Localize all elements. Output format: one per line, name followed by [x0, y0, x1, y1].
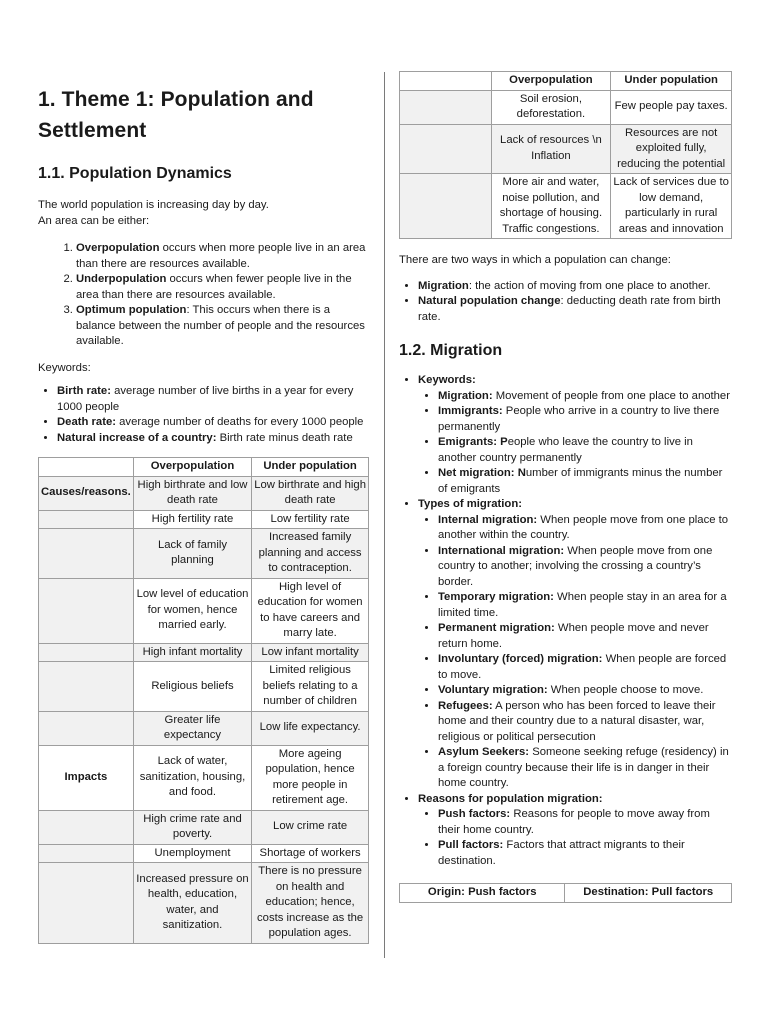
table-cell: Low infant mortality: [252, 643, 369, 662]
table-cell: High level of education for women to have careers and marry late.: [252, 578, 369, 643]
definition: When people choose to move.: [547, 684, 704, 696]
definition: Someone seeking refuge (residency) in a foreign country because their life is in danger in their home country.: [438, 746, 729, 789]
table-header: Origin: Push factors: [400, 884, 565, 903]
table-cell: Lack of resources \n Inflation: [491, 124, 611, 174]
term: Voluntary migration:: [438, 684, 548, 696]
population-comparison-table: [38, 457, 369, 944]
list-item: [76, 303, 368, 350]
list-item: [418, 792, 732, 870]
table-cell-empty: [39, 844, 134, 863]
table-cell: High infant mortality: [133, 643, 251, 662]
table-cell-empty: [39, 711, 134, 745]
list-item: [438, 807, 732, 838]
table-row: [39, 662, 369, 712]
definition: occurs when more people live in an area than there are resources available.: [76, 242, 366, 270]
definition: When people move from one place to another within the country.: [438, 513, 729, 541]
table-cell: Lack of services due to low demand, particularly in rural areas and innovation: [611, 174, 732, 239]
term: Push factors:: [438, 808, 511, 820]
term: International migration:: [438, 544, 565, 557]
definition: : This occurs when there is a balance between the number of people and the resources available.: [76, 304, 365, 347]
table-cell-empty: [39, 863, 134, 944]
table-row: [39, 863, 369, 944]
table-row: [39, 711, 369, 745]
term: Overpopulation: [76, 242, 160, 254]
table-header: Destination: Pull factors: [565, 884, 732, 903]
keywords-label: Keywords:: [38, 361, 91, 374]
table-cell: Shortage of workers: [252, 844, 369, 863]
table-cell: Increased pressure on health, education, water, and sanitization.: [133, 863, 251, 944]
list-item: [438, 513, 732, 544]
table-cell: Increased family planning and access to contraception.: [252, 529, 369, 579]
term: Natural increase of a country:: [57, 431, 217, 444]
table-cell: Lack of family planning: [133, 529, 251, 579]
definition: Reasons for people to move away from their home country.: [438, 808, 710, 836]
table-cell: There is no pressure on health and education; hence, costs increase as the population ages.: [252, 863, 369, 944]
list-item: [438, 389, 732, 405]
list-item: [438, 621, 732, 652]
term: Birth rate:: [57, 385, 111, 397]
list-item: [418, 497, 732, 792]
table-cell: Low level of education for women, hence married early.: [133, 578, 251, 643]
table-cell: High crime rate and poverty.: [133, 810, 251, 844]
table-cell: Low birthrate and high death rate: [252, 476, 369, 510]
term: Migration:: [438, 389, 493, 402]
migration-reasons-list: [418, 807, 732, 869]
table-cell-empty: [39, 510, 134, 529]
types-label: Types of migration:: [418, 498, 522, 510]
table-row: [39, 510, 369, 529]
table-row: [39, 529, 369, 579]
definition: Factors that attract migrants to their destination.: [438, 839, 685, 867]
list-item: [438, 652, 732, 683]
table-cell: Lack of water, sanitization, housing, and food.: [133, 745, 251, 810]
table-row: [39, 810, 369, 844]
definition: Movement of people from one place to another: [492, 389, 730, 402]
push-pull-table: [399, 883, 732, 903]
change-list: [399, 279, 732, 326]
term: Pull factors:: [438, 839, 504, 851]
list-item: [418, 294, 732, 325]
intro-line-1: The world population is increasing day by day.: [38, 199, 269, 211]
definition: When people stay in an area for a limited time.: [438, 591, 727, 619]
table-cell-empty: [400, 174, 492, 239]
table-cell-empty: [39, 578, 134, 643]
table-cell-empty: [39, 643, 134, 662]
term: Internal migration:: [438, 513, 538, 526]
term: Immigrants:: [438, 405, 503, 417]
table-header: [400, 72, 492, 91]
table-row: [400, 174, 732, 239]
table-cell: High fertility rate: [133, 510, 251, 529]
list-item: [76, 241, 368, 272]
table-cell: Greater life expectancy: [133, 711, 251, 745]
table-row: [400, 124, 732, 174]
migration-types-list: [418, 513, 732, 792]
table-cell: Religious beliefs: [133, 662, 251, 712]
intro-line-2: An area can be either:: [38, 214, 150, 227]
list-item: [438, 435, 732, 466]
table-header: [39, 458, 134, 477]
list-item: [438, 683, 732, 699]
row-group-label-causes: Causes/reasons.: [39, 476, 134, 510]
list-item: [438, 404, 732, 435]
term: Permanent migration:: [438, 622, 555, 634]
list-item: [438, 838, 732, 869]
list-item: [438, 745, 732, 792]
table-cell: Limited religious beliefs relating to a number of children: [252, 662, 369, 712]
definition: When people move from one country to another; involving the crossing a country’s border.: [438, 544, 713, 588]
term: Involuntary (forced) migration:: [438, 653, 603, 665]
table-row: [39, 745, 369, 810]
right-column: [399, 0, 732, 903]
table-row: [400, 90, 732, 124]
term: Natural population change: [418, 295, 561, 307]
definition: People who arrive in a country to live there permanently: [438, 405, 720, 433]
reasons-label: Reasons for population migration:: [418, 792, 603, 805]
definition: average number of live births in a year for every 1000 people: [57, 385, 354, 413]
definition: When people move and never return home.: [438, 622, 709, 650]
term: Net migration: N: [438, 467, 526, 479]
definition: : the action of moving from one place to another.: [468, 279, 711, 292]
definition: When people are forced to move.: [438, 653, 727, 681]
term: Temporary migration:: [438, 591, 554, 603]
table-cell: Low life expectancy.: [252, 711, 369, 745]
table-header-row: [400, 884, 732, 903]
definition: eople who leave the country to live in another country permanently: [438, 436, 693, 464]
term: Migration: [418, 279, 469, 292]
table-cell: Soil erosion, deforestation.: [491, 90, 611, 124]
keywords-list: [38, 384, 368, 446]
list-item: [57, 415, 368, 431]
impacts-continued-table: [399, 71, 732, 239]
table-header: Under population: [252, 458, 369, 477]
list-item: [76, 272, 368, 303]
definition: average number of deaths for every 1000 people: [116, 416, 364, 428]
list-item: [438, 590, 732, 621]
left-column: [38, 0, 368, 944]
term: Death rate:: [57, 416, 117, 428]
definition: Birth rate minus death rate: [216, 431, 353, 444]
term: Refugees:: [438, 699, 493, 712]
definition: : deducting death rate from birth rate.: [418, 295, 721, 323]
term: Emigrants: P: [438, 436, 508, 448]
list-item: [418, 373, 732, 497]
column-divider: [384, 72, 385, 958]
table-cell-empty: [400, 90, 492, 124]
change-intro: There are two ways in which a population can change:: [399, 254, 671, 266]
table-cell-empty: [39, 662, 134, 712]
table-cell: Low crime rate: [252, 810, 369, 844]
definition: umber of immigrants minus the number of emigrants: [438, 467, 723, 495]
table-header-row: [400, 72, 732, 91]
table-cell-empty: [39, 529, 134, 579]
page-title: 1. Theme 1: Population and Settlement: [38, 88, 314, 142]
table-cell: Unemployment: [133, 844, 251, 863]
list-item: [438, 699, 732, 746]
definition: occurs when fewer people live in the area than there are resources available.: [76, 273, 352, 301]
list-item: [57, 384, 368, 415]
table-cell: Resources are not exploited fully, reducing the potential: [611, 124, 732, 174]
migration-keywords-list: [418, 389, 732, 498]
migration-outline: [399, 373, 732, 869]
list-item: [418, 279, 732, 295]
list-item: [438, 466, 732, 497]
table-row: [39, 844, 369, 863]
list-item: [438, 544, 732, 591]
table-cell-empty: [39, 810, 134, 844]
table-cell-empty: [400, 124, 492, 174]
table-cell: More air and water, noise pollution, and shortage of housing. Traffic congestions.: [491, 174, 611, 239]
definition: A person who has been forced to leave their home and their country due to a natural disaster, war, religious or political persecution: [438, 699, 716, 743]
term: Optimum population: [76, 304, 187, 316]
population-types-list: [38, 241, 368, 350]
table-header: Overpopulation: [133, 458, 251, 477]
table-cell: Low fertility rate: [252, 510, 369, 529]
term: Asylum Seekers:: [438, 746, 530, 758]
table-cell: Few people pay taxes.: [611, 90, 732, 124]
table-header-row: [39, 458, 369, 477]
section-heading-population-dynamics: 1.1. Population Dynamics: [38, 165, 232, 182]
table-row: [39, 476, 369, 510]
table-cell: High birthrate and low death rate: [133, 476, 251, 510]
list-item: [57, 431, 368, 447]
table-header: Under population: [611, 72, 732, 91]
table-cell: More ageing population, hence more people in retirement age.: [252, 745, 369, 810]
section-heading-migration: 1.2. Migration: [399, 342, 503, 359]
table-header: Overpopulation: [491, 72, 611, 91]
table-row: [39, 578, 369, 643]
row-group-label-impacts: Impacts: [39, 745, 134, 810]
term: Underpopulation: [76, 273, 167, 285]
table-row: [39, 643, 369, 662]
keywords-label: Keywords:: [418, 374, 476, 386]
